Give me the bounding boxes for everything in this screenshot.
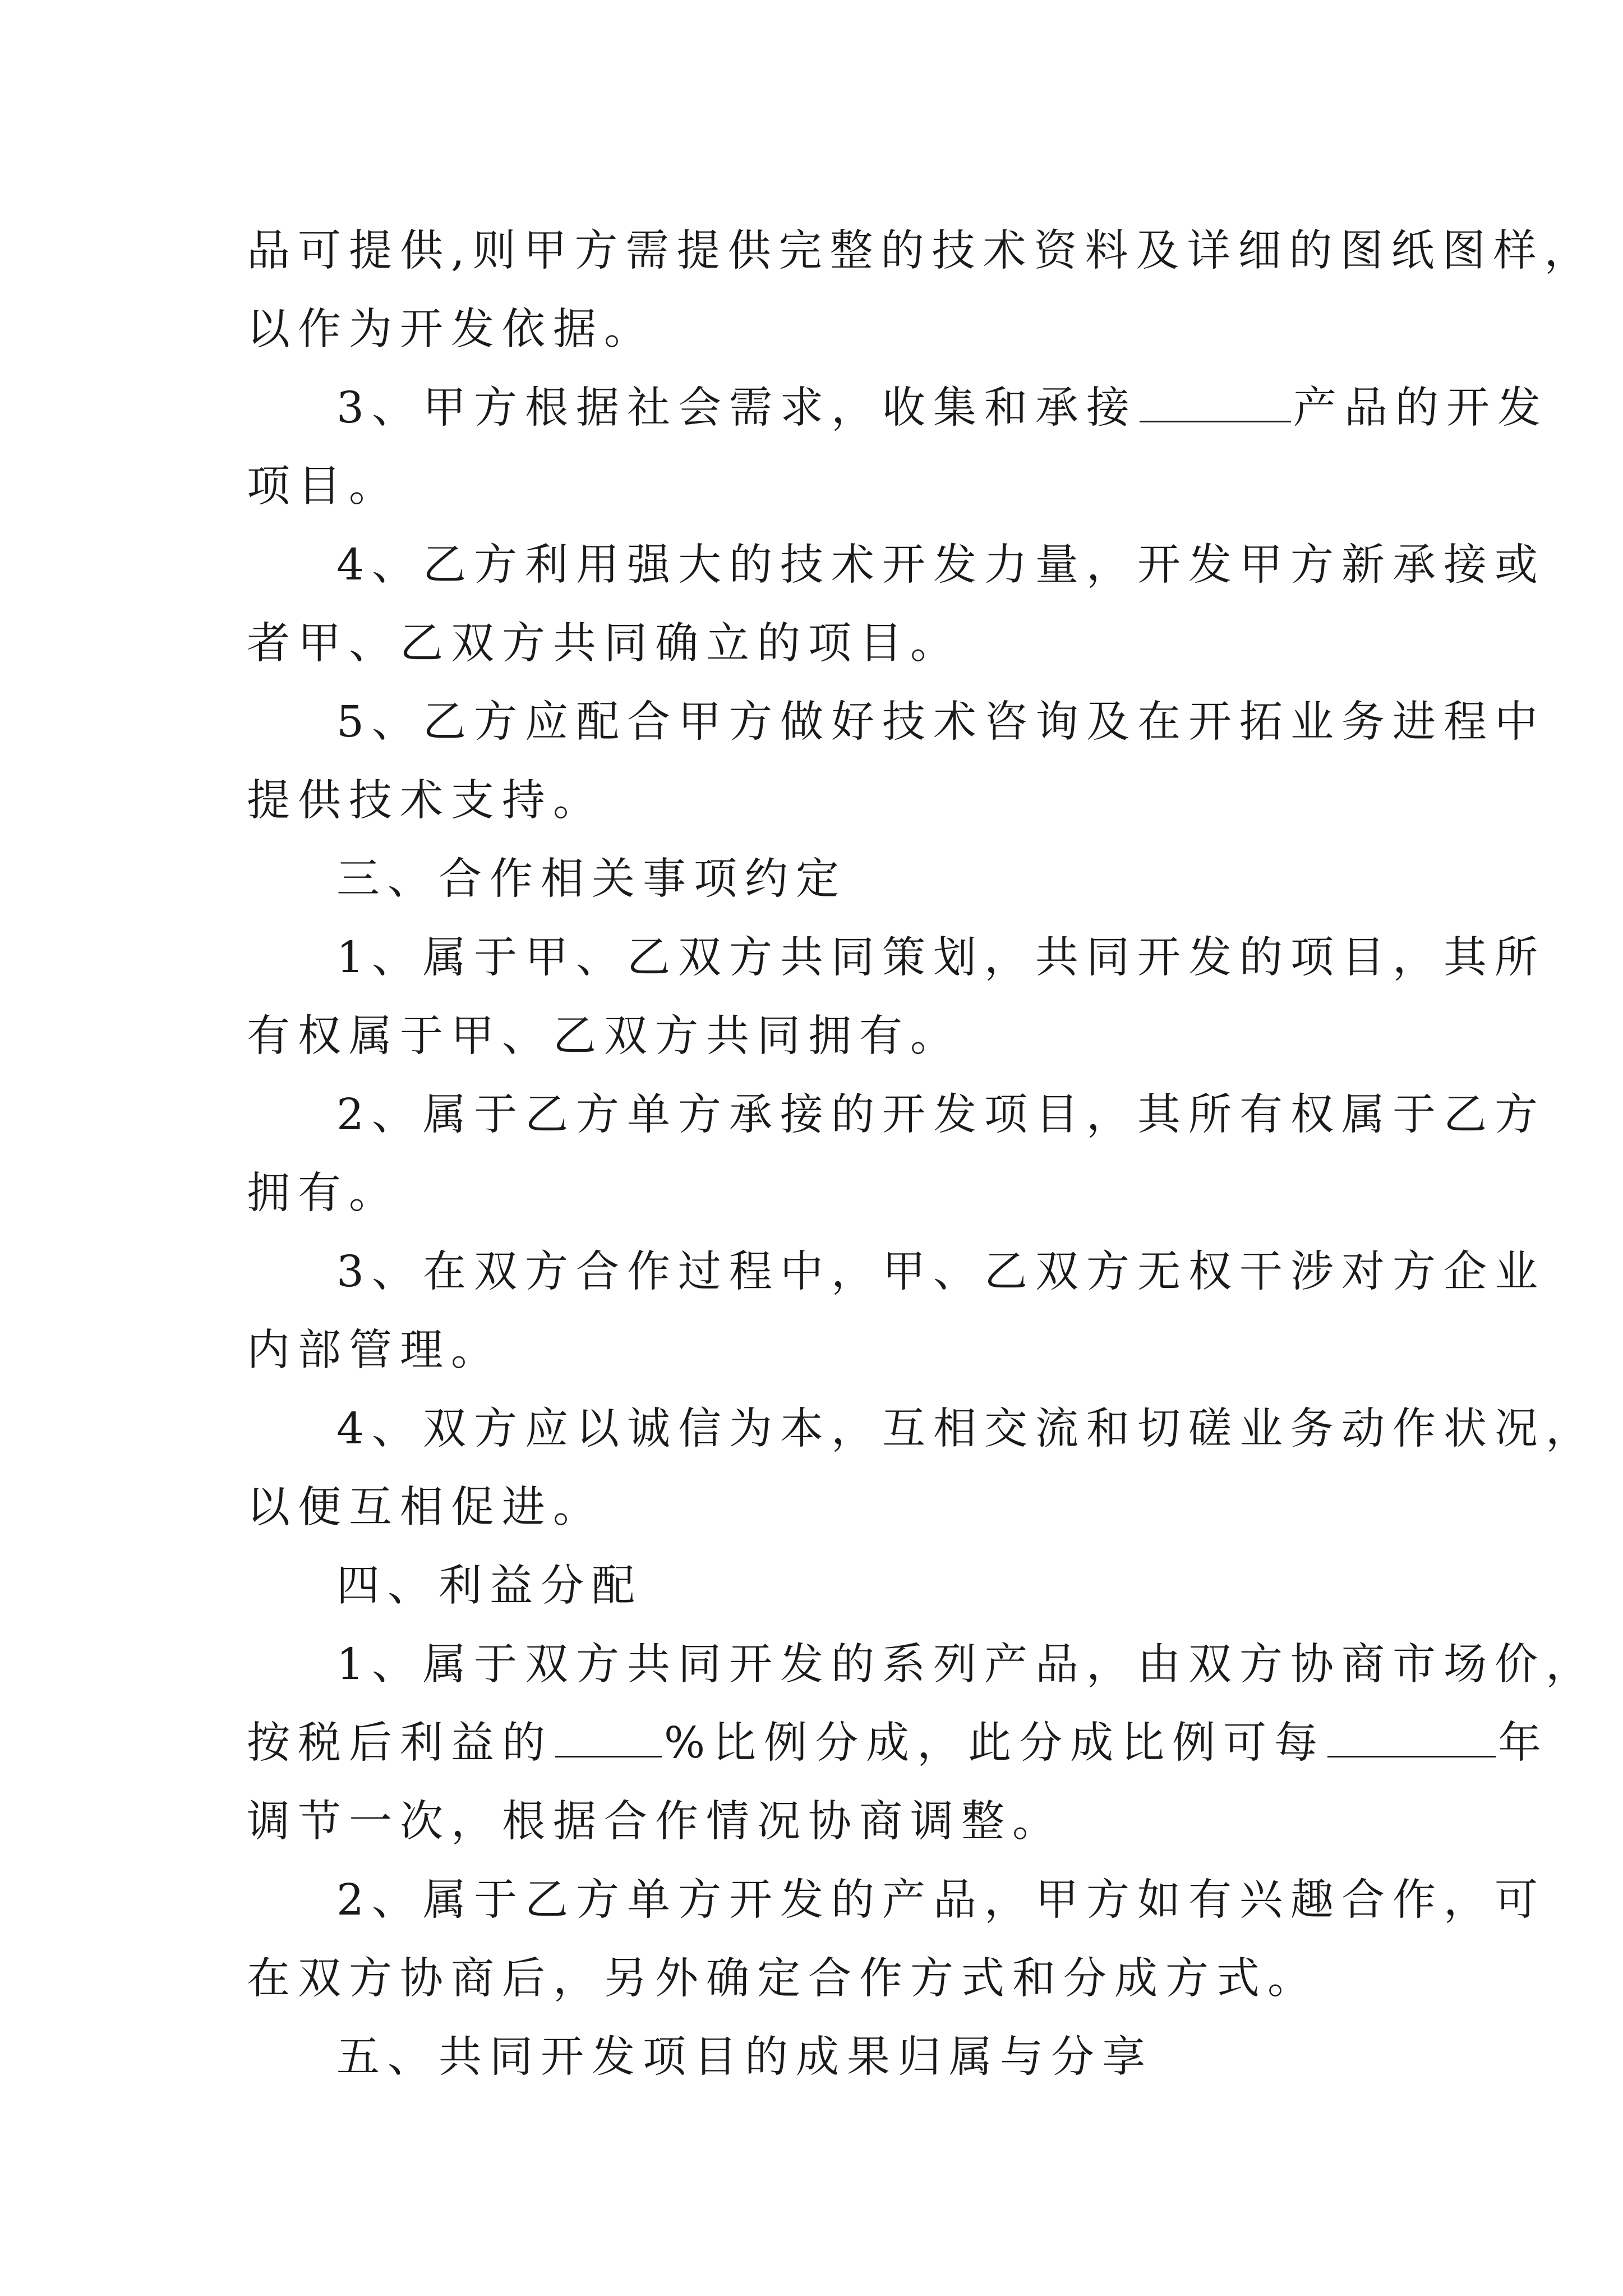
clause-3-2: 2、属于乙方单方承接的开发项目，其所有权属于乙方: [336, 1090, 1546, 1140]
fill-in-blank: [1140, 381, 1291, 422]
paragraph-line: 提供技术支持。: [247, 776, 604, 826]
paragraph-line: 以作为开发依据。: [247, 305, 655, 355]
paragraph-line: 调节一次，根据合作情况协商调整。: [247, 1797, 1063, 1847]
clause-2-4: 4、乙方利用强大的技术开发力量，开发甲方新承接或: [336, 540, 1546, 590]
paragraph-line: 以便互相促进。: [247, 1483, 604, 1533]
clause-text: 年: [1498, 1718, 1550, 1768]
clause-2-3: [247, 369, 1548, 448]
paragraph-line: 有权属于甲、乙双方共同拥有。: [247, 1011, 961, 1061]
clause-text: 按税后利益的: [247, 1718, 553, 1768]
paragraph-line: 者甲、乙双方共同确立的项目。: [247, 619, 961, 669]
clause-text: 3、甲方根据社会需求，收集和承接: [336, 383, 1137, 433]
section-heading-4: 四、利益分配: [336, 1561, 643, 1611]
document-body: [247, 212, 1597, 2097]
paragraph-line: 拥有。: [247, 1168, 400, 1218]
clause-3-4: 4、双方应以诚信为本，互相交流和切磋业务动作状况，: [336, 1404, 1597, 1454]
fill-in-blank: [555, 1717, 662, 1757]
section-heading-3: 三、合作相关事项约定: [336, 854, 847, 904]
clause-3-3: 3、在双方合作过程中，甲、乙双方无权干涉对方企业: [336, 1247, 1546, 1297]
clause-text: 产品的开发: [1293, 383, 1548, 433]
clause-4-2: 2、属于乙方单方开发的产品，甲方如有兴趣合作，可: [336, 1875, 1546, 1925]
paragraph-line: 项目。: [247, 462, 400, 512]
section-heading-5: 五、共同开发项目的成果归属与分享: [336, 2032, 1153, 2082]
paragraph-line: 内部管理。: [247, 1326, 502, 1375]
clause-4-1-continued: [247, 1704, 1550, 1783]
clause-3-1: 1、属于甲、乙双方共同策划，共同开发的项目，其所: [336, 933, 1546, 983]
clause-2-5: 5、乙方应配合甲方做好技术咨询及在开拓业务进程中: [336, 697, 1546, 747]
paragraph-line: 品可提供,则甲方需提供完整的技术资料及详细的图纸图样，: [247, 226, 1596, 276]
fill-in-blank: [1327, 1717, 1496, 1757]
paragraph-line: 在双方协商后，另外确定合作方式和分成方式。: [247, 1954, 1318, 2004]
clause-4-1: 1、属于双方共同开发的系列产品，由双方协商市场价，: [336, 1640, 1597, 1690]
clause-text: %比例分成，此分成比例可每: [664, 1718, 1326, 1768]
